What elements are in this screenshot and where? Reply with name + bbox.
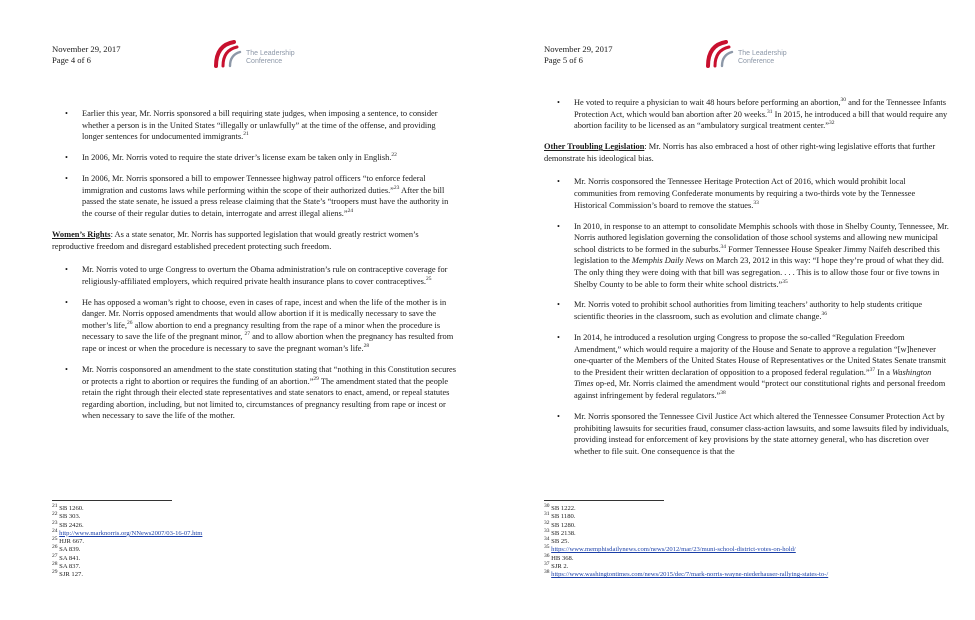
page-date: November 29, 2017 [52,44,121,54]
footnote: $^{33}$ SB 2138. [544,527,576,537]
list-item: • In 2010, in response to an attempt to consolidate Memphis schools with those in Shelby County, Tennessee, Mr. Norris authored legislation governing the consolidation of those school systems and allowing new municipal school districts to be formed in the suburbs.$^{34}$ Former Tennessee House Speaker Jimmy Naifeh described this legislation to the Memphis Daily News on March 23, 2012 in this way: “I hope they’re proud of what they did. The only thing they were doing with that bill was segregation. . . . This is to allow those four or five towns in Shelby County to be able to form their white school districts.”$^{35}$ [557,221,949,289]
page-4 [40,0,480,620]
logo-mark-icon [704,38,736,68]
footnote: $^{21}$ SB 1260. [52,502,84,512]
logo-text-line1: The Leadership [246,50,295,57]
list-item: • He has opposed a woman’s right to choose, even in cases of rape, incest and when the life of the mother is in danger. Mr. Norris opposed amendments that would allow abortion if it is medically necessary to save the mother’s life,$^{26}$ allow abortion to end a pregnancy resulting from the rape of a minor when the procedure is necessary to save the life of the pregnant minor, $^{27}$ and to allow abortion when the pregnancy has resulted from rape or incest or when the procedure is necessary to save the pregnant woman’s life.$^{28}$ [65,297,454,354]
page-body [52,108,457,431]
footnote: $^{31}$ SB 1180. [544,511,576,521]
page-number: Page 5 of 6 [544,55,583,65]
footnote: $^{34}$ SB 25. [544,536,570,546]
logo-mark-icon [212,38,244,68]
footnote: $^{23}$ SB 2426. [52,519,84,529]
footnotes [544,502,829,580]
footnote-divider [544,500,664,501]
bullet-icon: • [557,177,560,187]
list-item: • Mr. Norris sponsored the Tennessee Civil Justice Act which altered the Tennessee Consumer Protection Act by prohibiting lawsuits for securities fraud, consumer class-action lawsuits, and some lawsuits filed by individuals, providing instead for enforcement of key provisions by the state attorney general, who has discretion over whether to file suit. One consequence is that the [557,412,949,456]
footnote: $^{32}$ SB 1280. [544,519,576,529]
leadership-conference-logo [212,38,322,78]
list-item: • Mr. Norris voted to prohibit school authorities from limiting teachers’ authority to help students critique scientific theories in the classroom, such as evolution and climate change.$^{36}$ [557,300,923,322]
section-womens-rights: Women’s Rights: As a state senator, Mr. Norris has supported legislation that would greatly restrict women’s reproductive freedom and disregard established precedent protecting such freedom. [52,229,419,251]
footnote-link[interactable]: $^{24}$ http://www.marknorris.org/NNews2007/03-16-07.htm [52,527,203,537]
footnote-link[interactable]: $^{35}$ https://www.memphisdailynews.com/news/2012/mar/23/muni-school-district-votes-on-hold/ [544,544,796,554]
logo-text-line2: Conference [246,58,283,65]
footnote-divider [52,500,172,501]
list-item: • Mr. Norris cosponsored the Tennessee Heritage Protection Act of 2016, which would prohibit local communities from removing Confederate monuments by requiring a two-thirds vote by the Tennessee Historical Commission’s board to remove the statues.$^{33}$ [557,177,916,210]
leadership-conference-logo [704,38,814,78]
page-date: November 29, 2017 [544,44,613,54]
list-item: • Mr. Norris cosponsored an amendment to the state constitution stating that “nothing in this Constitution secures or protects a right to abortion or requires the funding of an abortion.”$^{29}$ The amendment stated that the people retain the right through their elected state representatives and state senators to enact, amend, or repeal statutes regarding abortion, including, but not limited to, circumstances of pregnancy resulting from rape or incest or when necessary to save the life of the mother. [65,365,457,421]
footnote-link[interactable]: $^{38}$ https://www.washingtontimes.com/news/2015/dec/7/mark-norris-wayne-niederhauser-rallying-states-to-/ [544,569,829,579]
bullet-icon: • [65,365,68,375]
list-item: • In 2006, Mr. Norris voted to require the state driver’s license exam be taken only in English.$^{22}$ [65,152,397,163]
bullet-icon: • [557,300,560,310]
bullet-icon: • [65,297,68,307]
footnote: $^{25}$ HJR 667. [52,536,85,546]
bullet-icon: • [557,221,560,231]
bullet-icon: • [65,153,68,163]
footnote: $^{28}$ SA 837. [52,560,81,571]
list-item: • He voted to require a physician to wait 48 hours before performing an abortion,$^{30}$ and for the Tennessee Infants Protection Act, which would ban abortion after 20 weeks.$^{31}$ In 2015, he introduced a bill that would require any abortion facility to be licensed as an “ambulatory surgical treatment center.”$^{32}$ [557,97,948,131]
bullet-icon: • [557,333,560,343]
logo-text-line2: Conference [738,58,775,65]
bullet-icon: • [65,109,68,118]
page-number: Page 4 of 6 [52,55,91,65]
bullet-icon: • [557,98,560,107]
list-item: • In 2006, Mr. Norris sponsored a bill to empower Tennessee highway patrol officers “to enforce federal immigration and customs laws while performing within the scope of their authorized duties.”$^{23}$ After the bill passed the state senate, he issued a press release claiming that the State’s “troopers must have the authority in the course of their regular duties to detain, interrogate and arrest illegal aliens.”$^{24}$ [65,174,449,218]
bullet-icon: • [557,412,560,422]
logo-text-line1: The Leadership [738,50,787,57]
section-other-troubling-legislation: Other Troubling Legislation: Mr. Norris has also embraced a host of other right-wing legislative efforts that further demonstrate his ideological bias. [544,142,936,163]
page-5 [532,0,972,620]
footnote: $^{36}$ HB 368. [544,552,574,562]
footnotes [52,502,203,580]
footnote: $^{27}$ SA 841. [52,552,81,562]
footnote: $^{30}$ SB 1222. [544,502,576,512]
footnote: $^{29}$ SJR 127. [52,569,83,579]
footnote: $^{26}$ SA 839. [52,544,81,554]
section-heading: Women’s Rights [52,229,111,239]
list-item: • Mr. Norris voted to urge Congress to overturn the Obama administration’s rule on contraceptive coverage for religiously-affiliated employers, which required private health insurance plans to cover contraceptives.$^{25}$ [65,265,448,286]
list-item: • In 2014, he introduced a resolution urging Congress to propose the so-called “Regulation Freedom Amendment,” which would require a majority of the House and Senate to approve a regulation “[w]henever one-quarter of the Members of the United States House of Representatives or the United States Senate transmit to the President their written declaration of opposition to a proposed federal regulation.”$^{37}$ In a Washington Times op-ed, Mr. Norris claimed the amendment would “protect our constitutional rights and personal freedom against infringement by federal regulators.”$^{38}$ [557,333,947,401]
list-item: • Earlier this year, Mr. Norris sponsored a bill requiring state judges, when imposing a sentence, to consider whether a person is in the United States “illegally or unlawfully” at the time of the offense, and providing longer sentences for undocumented immigrants.$^{21}$ [65,109,438,142]
footnote: $^{37}$ SJR 2. [544,560,569,571]
footnote: $^{22}$ SB 303. [52,511,81,521]
page-body [544,97,949,467]
bullet-icon: • [65,174,68,184]
section-heading: Other Troubling Legislation [544,142,645,152]
bullet-icon: • [65,265,68,275]
